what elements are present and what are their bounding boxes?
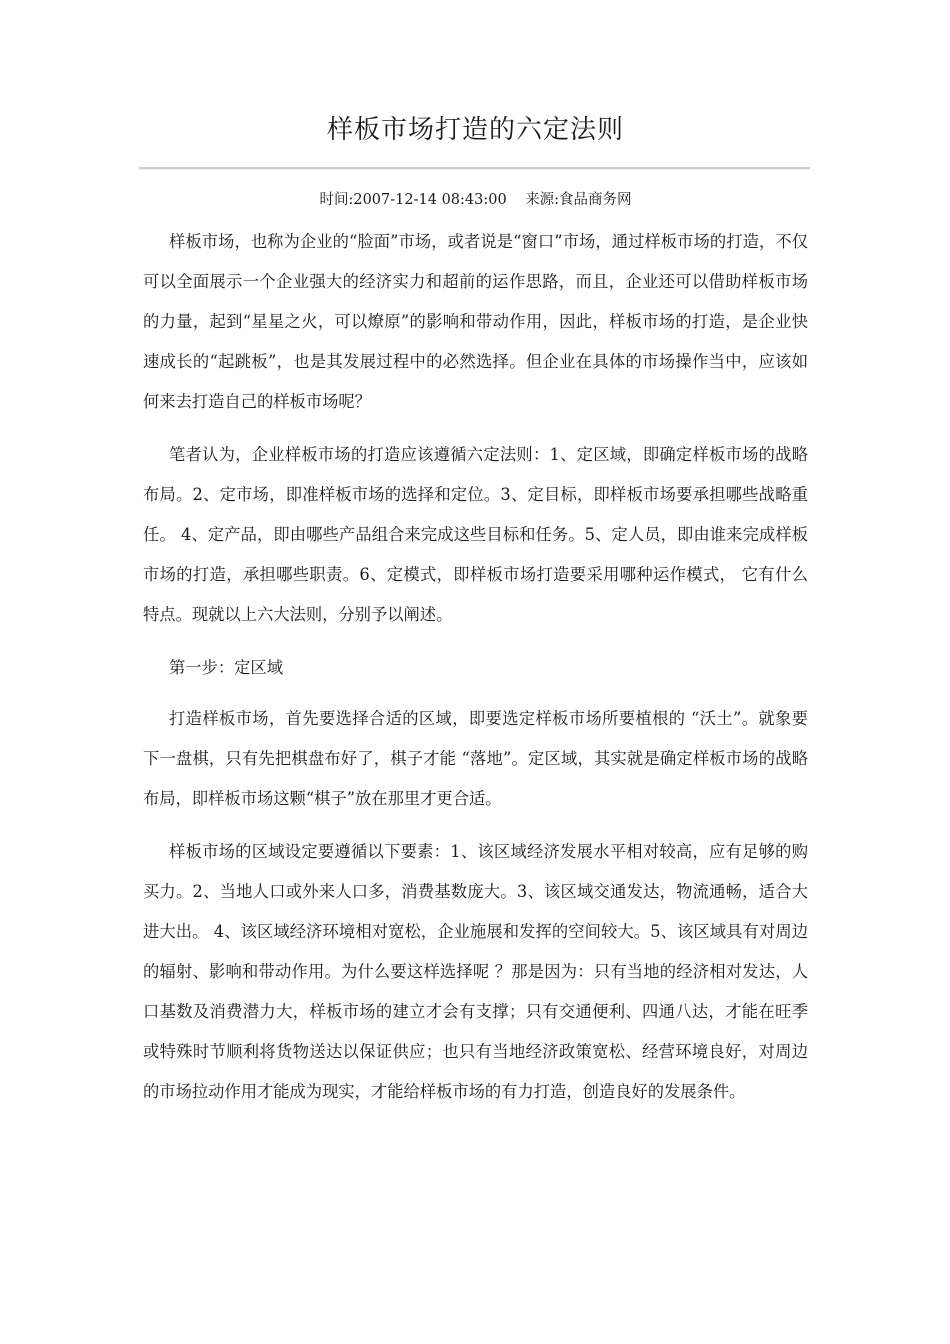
- publish-time: 时间:2007-12-14 08:43:00: [319, 192, 507, 208]
- paragraph-define-region: 打造样板市场，首先要选择合适的区域，即要选定样板市场所要植根的 “沃土”。就象要下一盘棋，只有先把棋盘布好了，棋子才能 “落地”。定区域，其实就是确定样板市场的战略布局，即样板市场这颗“棋子”放在那里才更合适。: [143, 709, 808, 808]
- meta-spacer: [507, 192, 525, 208]
- paragraph-region-criteria: 样板市场的区域设定要遵循以下要素：1、该区域经济发展水平相对较高，应有足够的购买力。2、当地人口或外来人口多，消费基数庞大。3、该区域交通发达，物流通畅，适合大进大出。 4、该区域经济环境相对宽松，企业施展和发挥的空间较大。5、该区域具有对周边的辐射、影响和带动作用。为什么要这样选择呢 ？那是因为：只有当地的经济相对发达，人口基数及消费潜力大，样板市场的建立才会有支撑；只有交通便利、四通八达，才能在旺季或特殊时节顺利将货物送达以保证供应；也只有当地经济政策宽松、经营环境良好，对周边的市场拉动作用才能成为现实，才能给样板市场的有力打造，创造良好的发展条件。: [143, 842, 808, 1101]
- article-title: 样板市场打造的六定法则: [326, 115, 624, 145]
- paragraph-intro: 样板市场，也称为企业的“脸面”市场，或者说是“窗口”市场，通过样板市场的打造，不仅可以全面展示一个企业强大的经济实力和超前的运作思路，而且，企业还可以借助样板市场的力量，起到“星星之火，可以燎原”的影响和带动作用，因此，样板市场的打造，是企业快速成长的“起跳板”，也是其发展过程中的必然选择。但企业在具体的市场操作当中，应该如何来去打造自己的样板市场呢？: [143, 232, 808, 411]
- title-divider: [139, 167, 810, 170]
- article-meta: [143, 188, 808, 212]
- article-source: 来源:食品商务网: [525, 192, 632, 208]
- paragraph-six-rules: 笔者认为，企业样板市场的打造应该遵循六定法则：1、定区域，即确定样板市场的战略布局。2、定市场，即准样板市场的选择和定位。3、定目标，即样板市场要承担哪些战略重任。 4、定产品，即由哪些产品组合来完成这些目标和任务。5、定人员，即由谁来完成样板市场的打造，承担哪些职责。6、定模式，即样板市场打造要采用哪种运作模式， 它有什么特点。现就以上六大法则，分别予以阐述。: [143, 445, 808, 624]
- section-heading-step-one: 第一步：定区域: [169, 658, 283, 677]
- article-body: [143, 222, 808, 1125]
